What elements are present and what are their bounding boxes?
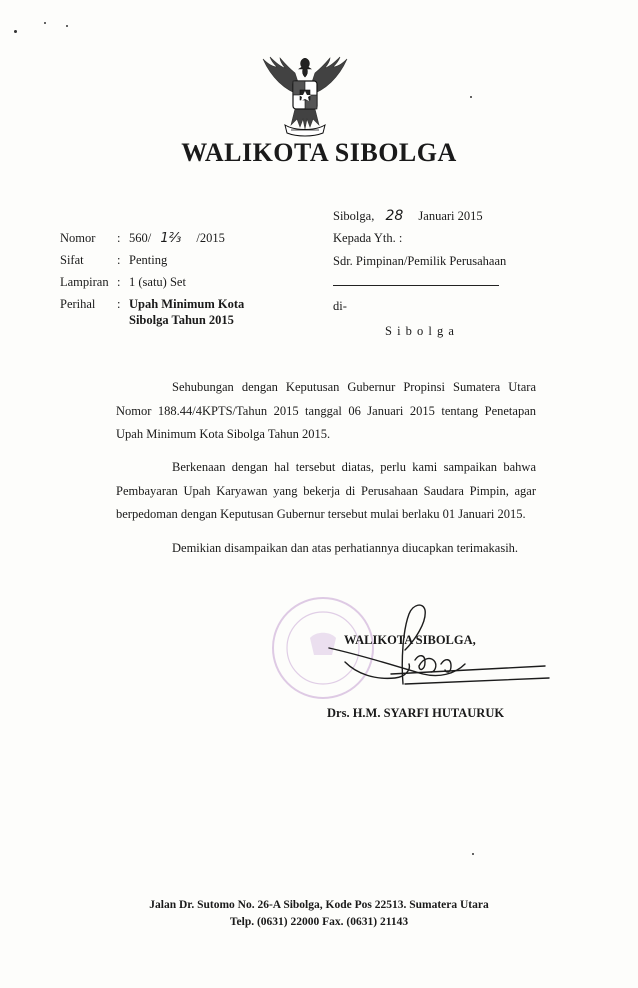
body-paragraph-3: Demikian disampaikan dan atas perhatiannya diucapkan terimakasih. xyxy=(172,541,519,555)
body-paragraph-1: Sehubungan dengan Keputusan Gubernur Propinsi Sumatera Utara Nomor 188.44/4KPTS/Tahun 2015 tanggal 06 Januari 2015 tentang Penetapan Upah Minimum Kota Sibolga Tahun 2015. xyxy=(116,380,536,441)
footer-phone: Telp. (0631) 22000 Fax. (0631) 21143 xyxy=(229,916,409,928)
meta-colon: : xyxy=(117,275,121,289)
meta-nomor-suffix: /2015 xyxy=(196,231,225,245)
signature-office: WALIKOTA SIBOLGA, xyxy=(344,633,476,647)
meta-nomor-handwritten: 1⅔ xyxy=(160,231,182,246)
meta-perihal-line2: Sibolga Tahun 2015 xyxy=(129,313,234,327)
addressee-line xyxy=(333,285,499,286)
addressee-city: S i b o l g a xyxy=(385,324,455,338)
meta-nomor-prefix: 560/ xyxy=(129,231,152,245)
garuda-emblem xyxy=(255,55,355,140)
meta-sifat-value: Penting xyxy=(129,253,168,267)
handwritten-signature xyxy=(305,600,555,710)
signatory-name: Drs. H.M. SYARFI HUTAURUK xyxy=(327,706,505,720)
body-paragraph-2: Berkenaan dengan hal tersebut diatas, perlu kami sampaikan bahwa Pembayaran Upah Karyawan yang bekerja di Perusahaan Saudara Pimpin, agar berpedoman dengan Keputusan Gubernur tersebut mulai berlaku 01 Januari 2015. xyxy=(116,460,536,521)
date-place: Sibolga, xyxy=(333,209,375,223)
di-label: di- xyxy=(333,299,347,313)
meta-colon: : xyxy=(117,297,121,311)
letter-date xyxy=(333,208,483,224)
meta-colon: : xyxy=(117,231,121,245)
meta-nomor-value xyxy=(129,232,225,245)
meta-lampiran-value: 1 (satu) Set xyxy=(129,275,186,289)
meta-colon: : xyxy=(117,253,121,267)
addressee: Sdr. Pimpinan/Pemilik Perusahaan xyxy=(333,254,507,268)
meta-sifat-label: Sifat xyxy=(60,253,84,267)
date-day: 28 xyxy=(385,208,404,224)
meta-perihal-line1: Upah Minimum Kota xyxy=(129,297,245,311)
meta-lampiran-label: Lampiran xyxy=(60,275,109,289)
meta-nomor-label: Nomor xyxy=(60,231,96,245)
footer-address: Jalan Dr. Sutomo No. 26-A Sibolga, Kode Pos 22513. Sumatera Utara xyxy=(149,899,489,911)
letterhead-title: WALIKOTA SIBOLGA xyxy=(181,138,457,167)
kepada-label: Kepada Yth. : xyxy=(333,231,403,245)
date-month-year: Januari 2015 xyxy=(418,209,483,223)
meta-perihal-label: Perihal xyxy=(60,297,96,311)
